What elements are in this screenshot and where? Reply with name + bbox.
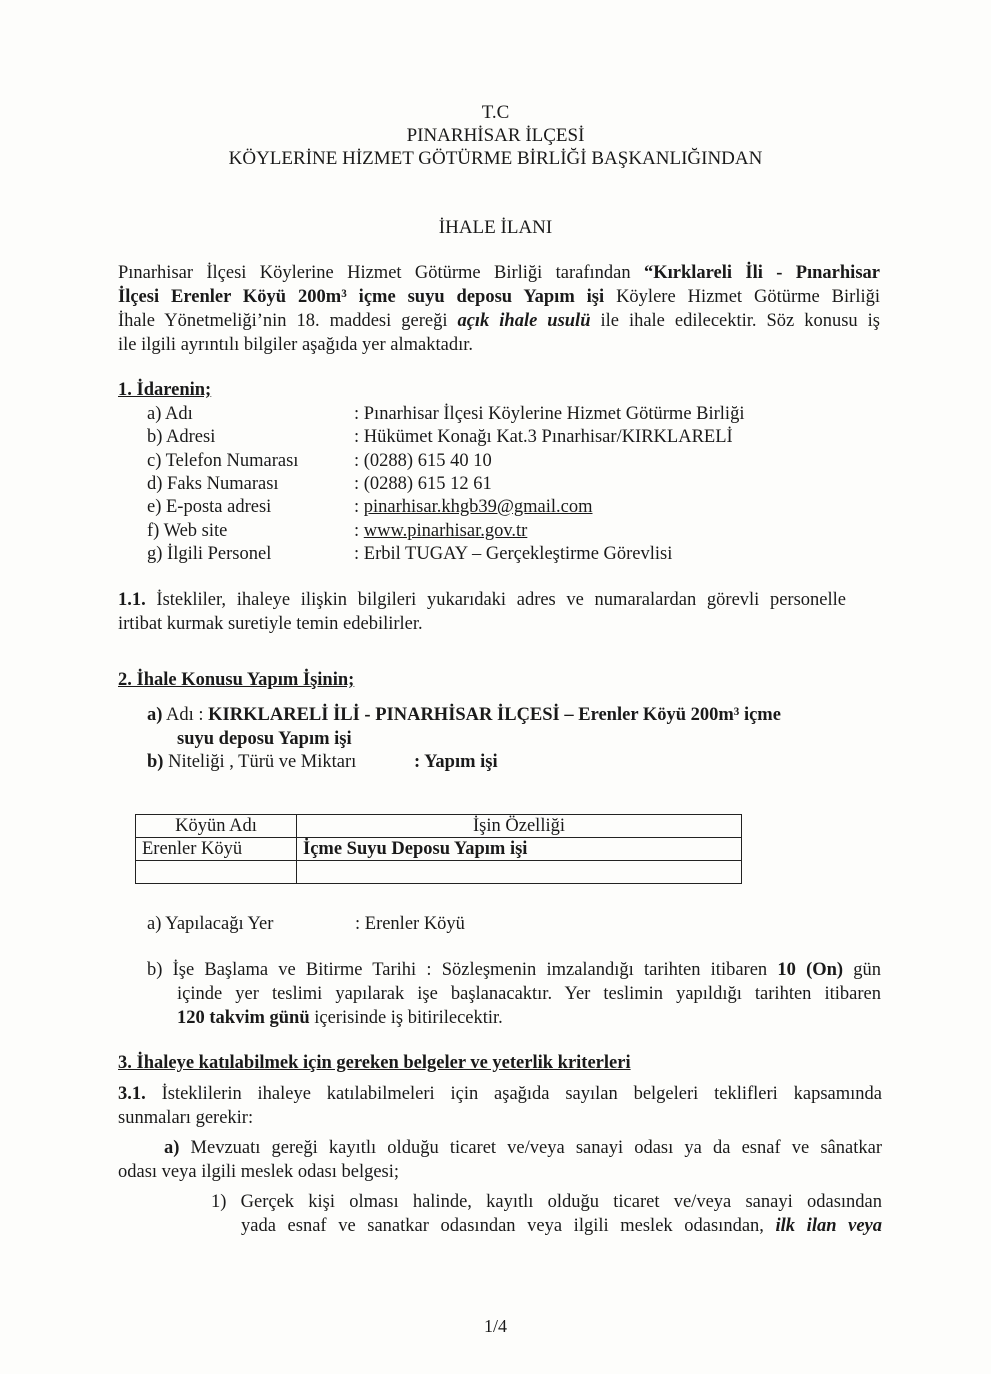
- info-value: : Hükümet Konağı Kat.3 Pınarhisar/KIRKLARELİ: [354, 427, 733, 448]
- info-value: : pinarhisar.khgb39@gmail.com: [354, 497, 593, 518]
- intro-line-4: ile ilgili ayrıntılı bilgiler aşağıda yer almaktadır.: [118, 335, 473, 355]
- dates-line-1: b) İşe Başlama ve Bitirme Tarihi : Sözleşmenin imzalandığı tarihten itibaren 10 (On) gün: [147, 960, 882, 980]
- info-value: : Pınarhisar İlçesi Köylerine Hizmet Götürme Birliği: [354, 404, 745, 424]
- info-label: a) Adı: [147, 404, 193, 424]
- section-3-1-a-1-line-2: yada esnaf ve sanatkar odasından veya ilgili meslek odasından, ilk ilan veya: [241, 1216, 882, 1236]
- header-tc: T.C: [481, 102, 510, 123]
- table-header-row: [136, 815, 742, 838]
- info-value: : (0288) 615 12 61: [354, 473, 492, 494]
- section-2-heading: 2. İhale Konusu Yapım İşinin;: [118, 670, 355, 690]
- intro-line-3: İhale Yönetmeliği’nin 18. maddesi gereği açık ihale usulü ile ihale edilecektir. Söz konusu iş: [118, 311, 880, 331]
- info-value: : (0288) 615 40 10: [354, 450, 492, 471]
- table-cell-empty: [297, 861, 742, 884]
- section-3-1-line-2: sunmaları gerekir:: [118, 1108, 254, 1128]
- page-number: 1/4: [483, 1316, 507, 1336]
- email-link[interactable]: pinarhisar.khgb39@gmail.com: [363, 497, 593, 518]
- section-1-note-line-1: 1.1. İstekliler, ihaleye ilişkin bilgileri yukarıdaki adres ve numaralardan görevli personelle: [118, 590, 846, 610]
- section-3-1-a-line-1: a) Mevzuatı gereği kayıtlı olduğu ticaret ve/veya sanayi odası ya da esnaf ve sânatkar: [164, 1138, 882, 1158]
- table-row: [136, 861, 742, 884]
- info-label: f) Web site: [147, 520, 228, 541]
- website-link[interactable]: www.pinarhisar.gov.tr: [363, 520, 528, 541]
- subject-type-line: b) Niteliği , Türü ve Miktarı: [147, 752, 357, 772]
- header-authority: KÖYLERİNE HİZMET GÖTÜRME BİRLİĞİ BAŞKANLIĞINDAN: [228, 148, 763, 169]
- header-district: PINARHİSAR İLÇESİ: [406, 125, 585, 146]
- place-value: : Erenler Köyü: [355, 914, 465, 934]
- table-cell-empty: [136, 861, 297, 884]
- section-1-note-line-2: irtibat kurmak suretiyle temin edebilirler.: [118, 614, 423, 634]
- intro-line-2: İlçesi Erenler Köyü 200m³ içme suyu deposu Yapım işi Köylere Hizmet Götürme Birliği: [118, 287, 880, 307]
- section-3-1-a-1-line-1: 1) Gerçek kişi olması halinde, kayıtlı olduğu ticaret ve/veya sanayi odasından: [211, 1192, 882, 1212]
- table-header-feature: İşin Özelliği: [297, 815, 742, 838]
- info-label: b) Adresi: [147, 427, 216, 448]
- place-label: a) Yapılacağı Yer: [147, 914, 274, 934]
- dates-line-3: 120 takvim günü içerisinde iş bitirilecektir.: [177, 1008, 503, 1028]
- table-cell-feature: İçme Suyu Deposu Yapım işi: [297, 838, 742, 861]
- info-value: : Erbil TUGAY – Gerçekleştirme Görevlisi: [354, 543, 673, 564]
- subject-name-line-1: a) Adı : KIRKLARELİ İLİ - PINARHİSAR İLÇESİ – Erenler Köyü 200m³ içme: [147, 705, 781, 725]
- work-table: [135, 814, 742, 884]
- page-title: İHALE İLANI: [438, 217, 553, 238]
- section-3-heading: 3. İhaleye katılabilmek için gereken belgeler ve yeterlik kriterleri: [118, 1053, 631, 1073]
- section-3-1-line-1: 3.1. İsteklilerin ihaleye katılabilmeleri için aşağıda sayılan belgeleri teklifleri kapsamında: [118, 1084, 882, 1104]
- dates-line-2: içinde yer teslimi yapılarak işe başlanacaktır. Yer teslimin yapıldığı tarihten itibaren: [177, 984, 881, 1004]
- info-label: e) E-posta adresi: [147, 497, 272, 518]
- info-label: g) İlgili Personel: [147, 543, 272, 564]
- table-header-village: Köyün Adı: [136, 815, 297, 838]
- table-row: [136, 838, 742, 861]
- table-cell-village: Erenler Köyü: [136, 838, 297, 861]
- subject-type-value: : Yapım işi: [414, 752, 498, 772]
- section-1-heading: 1. İdarenin;: [118, 380, 212, 400]
- subject-name-line-2: suyu deposu Yapım işi: [177, 729, 352, 749]
- section-3-1-a-line-2: odası veya ilgili meslek odası belgesi;: [118, 1162, 400, 1182]
- intro-line-1: Pınarhisar İlçesi Köylerine Hizmet Götürme Birliği tarafından “Kırklareli İli - Pınarhisar: [118, 263, 880, 283]
- info-label: c) Telefon Numarası: [147, 450, 299, 471]
- info-label: d) Faks Numarası: [147, 473, 279, 494]
- info-value: : www.pinarhisar.gov.tr: [354, 520, 528, 541]
